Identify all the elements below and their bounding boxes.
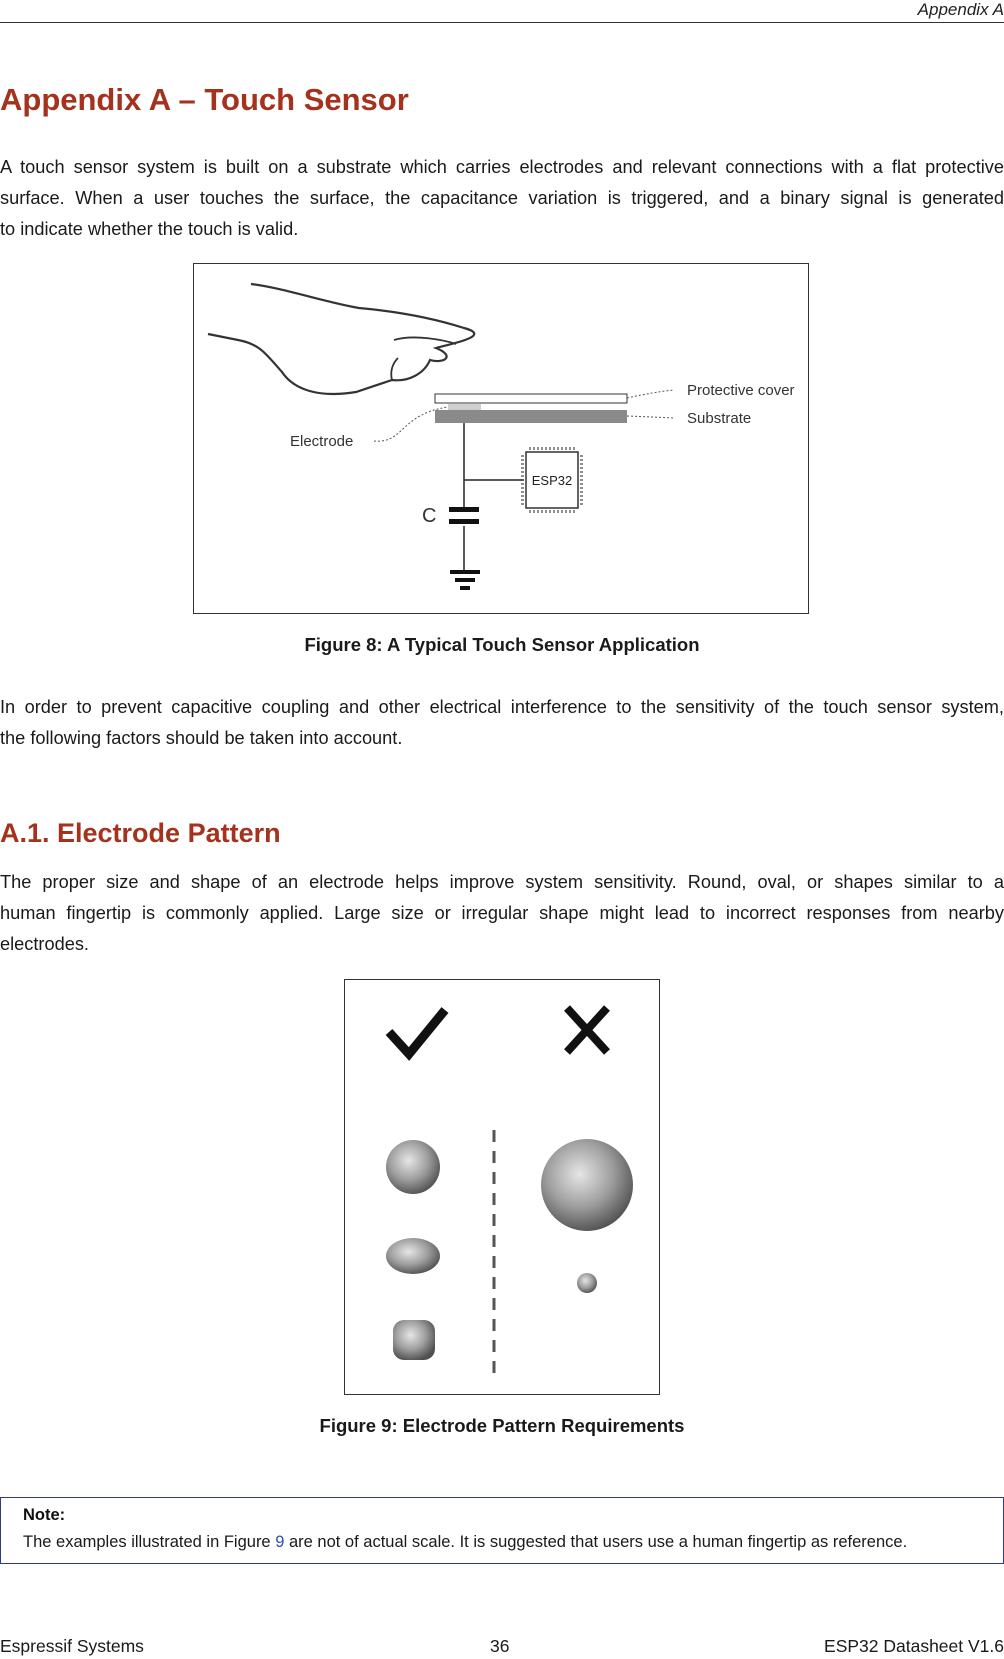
paragraph-line: the following factors should be taken into account. — [0, 728, 403, 748]
footer-company: Espressif Systems — [0, 1636, 144, 1656]
note-text-before: The examples illustrated in Figure — [23, 1533, 276, 1551]
good-electrode-round — [386, 1140, 440, 1194]
intro-line: surface. When a user touches the surface, the capacitance variation is triggered, and a binary signal is generated — [0, 188, 1004, 208]
paragraph-line: human fingertip is commonly applied. Large size or irregular shape might lead to incorrect responses from nearby — [0, 903, 1004, 923]
substrate-leader — [627, 416, 674, 418]
intro-paragraph — [0, 152, 1004, 245]
electrode — [448, 404, 481, 410]
electrode-label: Electrode — [290, 433, 354, 450]
interference-paragraph — [0, 692, 1004, 754]
chip-label: ESP32 — [531, 473, 573, 488]
subsection-title: A.1. Electrode Pattern — [0, 818, 281, 848]
finger-tip — [394, 337, 456, 344]
check-icon — [389, 1010, 445, 1054]
paragraph-line: The proper size and shape of an electrode helps improve system sensitivity. Round, oval, or shapes similar to a — [0, 872, 1004, 892]
running-header: Appendix A — [917, 0, 1004, 19]
ground-bar-1 — [450, 570, 480, 574]
section-title: Appendix A – Touch Sensor — [0, 82, 409, 117]
note-text-after: are not of actual scale. It is suggested that users use a human fingertip as reference. — [284, 1533, 908, 1551]
substrate — [435, 410, 627, 423]
finger-knuckle — [391, 358, 398, 380]
electrode-pattern-paragraph — [0, 867, 1004, 960]
intro-line: A touch sensor system is built on a substrate which carries electrodes and relevant connections with a flat protective — [0, 157, 1004, 177]
footer-doc-version: ESP32 Datasheet V1.6 — [824, 1636, 1004, 1656]
esp32-chip — [521, 447, 583, 513]
figure-9-link[interactable]: 9 — [275, 1533, 285, 1551]
capacitor-plate-top — [449, 507, 479, 512]
bad-electrode-too-small — [577, 1273, 597, 1293]
figure-8-touch-sensor-diagram — [193, 263, 809, 614]
good-electrode-rounded-square — [393, 1320, 435, 1360]
note-box — [0, 1497, 1004, 1564]
protective-cover-label: Protective cover — [687, 382, 795, 399]
figure-9-caption: Figure 9: Electrode Pattern Requirements — [319, 1415, 685, 1436]
bad-electrode-too-large — [541, 1139, 633, 1231]
protective-cover — [435, 394, 627, 403]
figure-9-electrode-patterns — [344, 979, 660, 1395]
capacitor-plate-bottom — [449, 519, 479, 524]
page-number: 36 — [490, 1636, 510, 1656]
cover-leader — [627, 390, 674, 398]
ground-bar-2 — [455, 578, 475, 582]
note-text — [23, 1533, 1003, 1552]
paragraph-line: In order to prevent capacitive coupling and other electrical interference to the sensitivity of the touch sensor system, — [0, 697, 1004, 717]
paragraph-line: electrodes. — [0, 934, 89, 954]
substrate-label: Substrate — [687, 410, 752, 427]
header-rule — [0, 22, 1004, 23]
good-electrode-oval — [386, 1238, 440, 1274]
ground-bar-3 — [460, 586, 470, 590]
cross-icon — [567, 1008, 607, 1052]
figure-8-caption: Figure 8: A Typical Touch Sensor Application — [304, 634, 700, 655]
capacitor-label: C — [422, 505, 437, 527]
note-title: Note: — [23, 1506, 66, 1524]
intro-line: to indicate whether the touch is valid. — [0, 219, 299, 239]
